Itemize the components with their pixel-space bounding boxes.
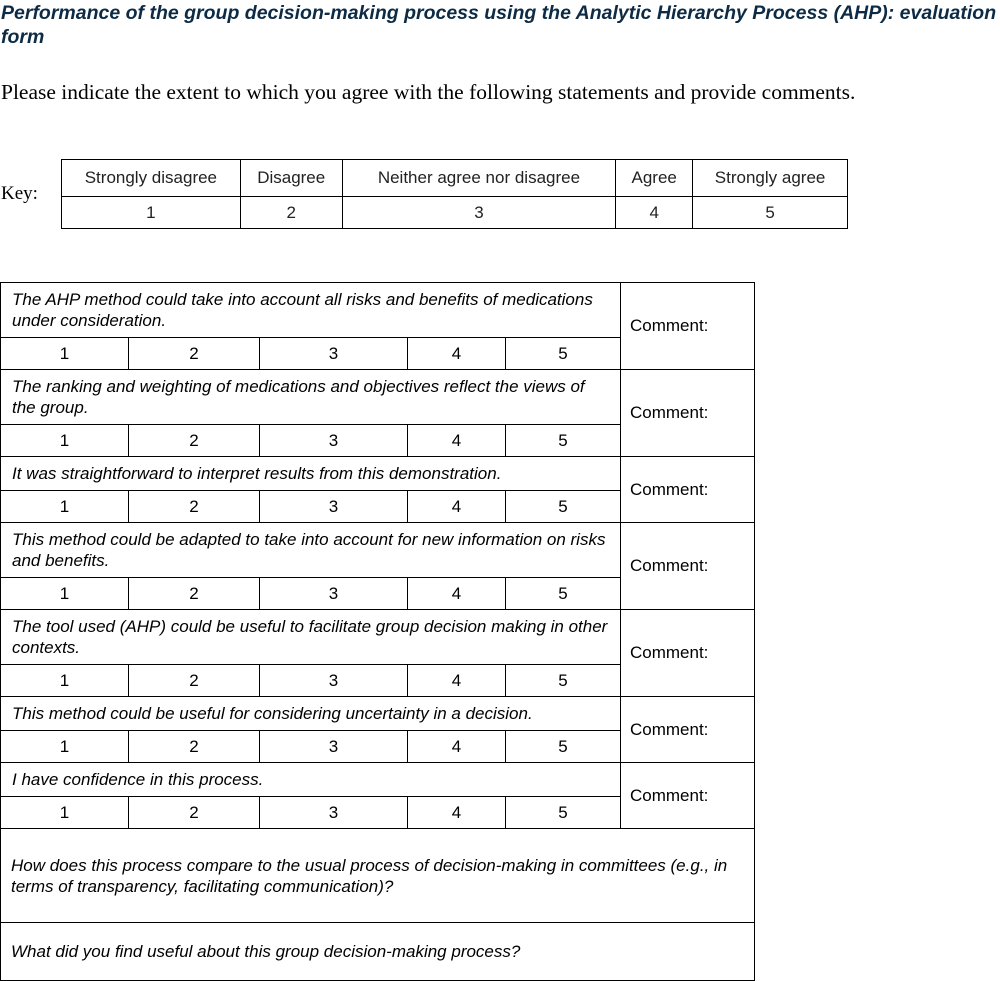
comment-field[interactable]: Comment: xyxy=(621,610,755,697)
statement-row xyxy=(1,697,755,731)
rating-option[interactable]: 1 xyxy=(1,578,129,610)
rating-option[interactable]: 3 xyxy=(260,731,408,763)
rating-option[interactable]: 3 xyxy=(260,797,408,829)
rating-option[interactable]: 2 xyxy=(129,425,260,457)
statement-row xyxy=(1,457,755,491)
key-header-agree: Agree xyxy=(616,160,693,197)
key-header-strongly-agree: Strongly agree xyxy=(693,160,848,197)
statement-text: I have confidence in this process. xyxy=(1,763,621,797)
rating-option[interactable]: 4 xyxy=(408,491,506,523)
comment-field[interactable]: Comment: xyxy=(621,697,755,763)
rating-option[interactable]: 5 xyxy=(506,731,621,763)
open-question-row xyxy=(1,829,755,923)
key-value: 5 xyxy=(693,197,848,229)
rating-option[interactable]: 2 xyxy=(129,578,260,610)
rating-option[interactable]: 2 xyxy=(129,797,260,829)
statement-text: It was straightforward to interpret results from this demonstration. xyxy=(1,457,621,491)
instructions: Please indicate the extent to which you agree with the following statements and provide comments. xyxy=(1,80,856,104)
comment-field[interactable]: Comment: xyxy=(621,370,755,457)
rating-option[interactable]: 2 xyxy=(129,731,260,763)
rating-option[interactable]: 1 xyxy=(1,338,129,370)
statement-text: This method could be useful for considering uncertainty in a decision. xyxy=(1,697,621,731)
rating-option[interactable]: 5 xyxy=(506,491,621,523)
key-header-disagree: Disagree xyxy=(240,160,342,197)
comment-field[interactable]: Comment: xyxy=(621,763,755,829)
rating-option[interactable]: 3 xyxy=(260,425,408,457)
statement-row xyxy=(1,763,755,797)
key-label: Key: xyxy=(1,183,38,204)
statement-text: The ranking and weighting of medications and objectives reflect the views of the group. xyxy=(1,370,621,425)
rating-option[interactable]: 5 xyxy=(506,578,621,610)
rating-option[interactable]: 5 xyxy=(506,425,621,457)
rating-option[interactable]: 4 xyxy=(408,338,506,370)
rating-option[interactable]: 2 xyxy=(129,665,260,697)
rating-option[interactable]: 1 xyxy=(1,425,129,457)
key-table xyxy=(61,159,848,229)
rating-option[interactable]: 2 xyxy=(129,338,260,370)
rating-option[interactable]: 5 xyxy=(506,338,621,370)
key-header-strongly-disagree: Strongly disagree xyxy=(62,160,241,197)
rating-option[interactable]: 3 xyxy=(260,338,408,370)
rating-option[interactable]: 3 xyxy=(260,491,408,523)
rating-option[interactable]: 2 xyxy=(129,491,260,523)
rating-option[interactable]: 5 xyxy=(506,665,621,697)
rating-option[interactable]: 4 xyxy=(408,425,506,457)
form-title: Performance of the group decision-making process using the Analytic Hierarchy Process (AHP): evaluation form xyxy=(1,2,997,48)
key-header-neutral: Neither agree nor disagree xyxy=(342,160,616,197)
key-value: 3 xyxy=(342,197,616,229)
statement-row xyxy=(1,610,755,665)
rating-option[interactable]: 1 xyxy=(1,797,129,829)
open-question-row xyxy=(1,923,755,981)
rating-option[interactable]: 4 xyxy=(408,731,506,763)
evaluation-table xyxy=(0,282,755,981)
key-value: 1 xyxy=(62,197,241,229)
open-question[interactable]: How does this process compare to the usual process of decision-making in committees (e.g., in terms of transparency, facilitating communication)? xyxy=(1,829,755,923)
rating-option[interactable]: 1 xyxy=(1,491,129,523)
open-question[interactable]: What did you find useful about this group decision-making process? xyxy=(1,923,755,981)
comment-field[interactable]: Comment: xyxy=(621,523,755,610)
key-value: 4 xyxy=(616,197,693,229)
statement-row xyxy=(1,523,755,578)
rating-option[interactable]: 1 xyxy=(1,665,129,697)
rating-option[interactable]: 4 xyxy=(408,665,506,697)
rating-option[interactable]: 3 xyxy=(260,578,408,610)
statement-text: This method could be adapted to take into account for new information on risks and benefits. xyxy=(1,523,621,578)
statement-row xyxy=(1,370,755,425)
rating-option[interactable]: 1 xyxy=(1,731,129,763)
statement-text: The tool used (AHP) could be useful to facilitate group decision making in other contexts. xyxy=(1,610,621,665)
statement-row xyxy=(1,283,755,338)
comment-field[interactable]: Comment: xyxy=(621,283,755,370)
comment-field[interactable]: Comment: xyxy=(621,457,755,523)
statement-text: The AHP method could take into account all risks and benefits of medications under consideration. xyxy=(1,283,621,338)
rating-option[interactable]: 5 xyxy=(506,797,621,829)
rating-option[interactable]: 3 xyxy=(260,665,408,697)
rating-option[interactable]: 4 xyxy=(408,797,506,829)
rating-option[interactable]: 4 xyxy=(408,578,506,610)
key-value: 2 xyxy=(240,197,342,229)
